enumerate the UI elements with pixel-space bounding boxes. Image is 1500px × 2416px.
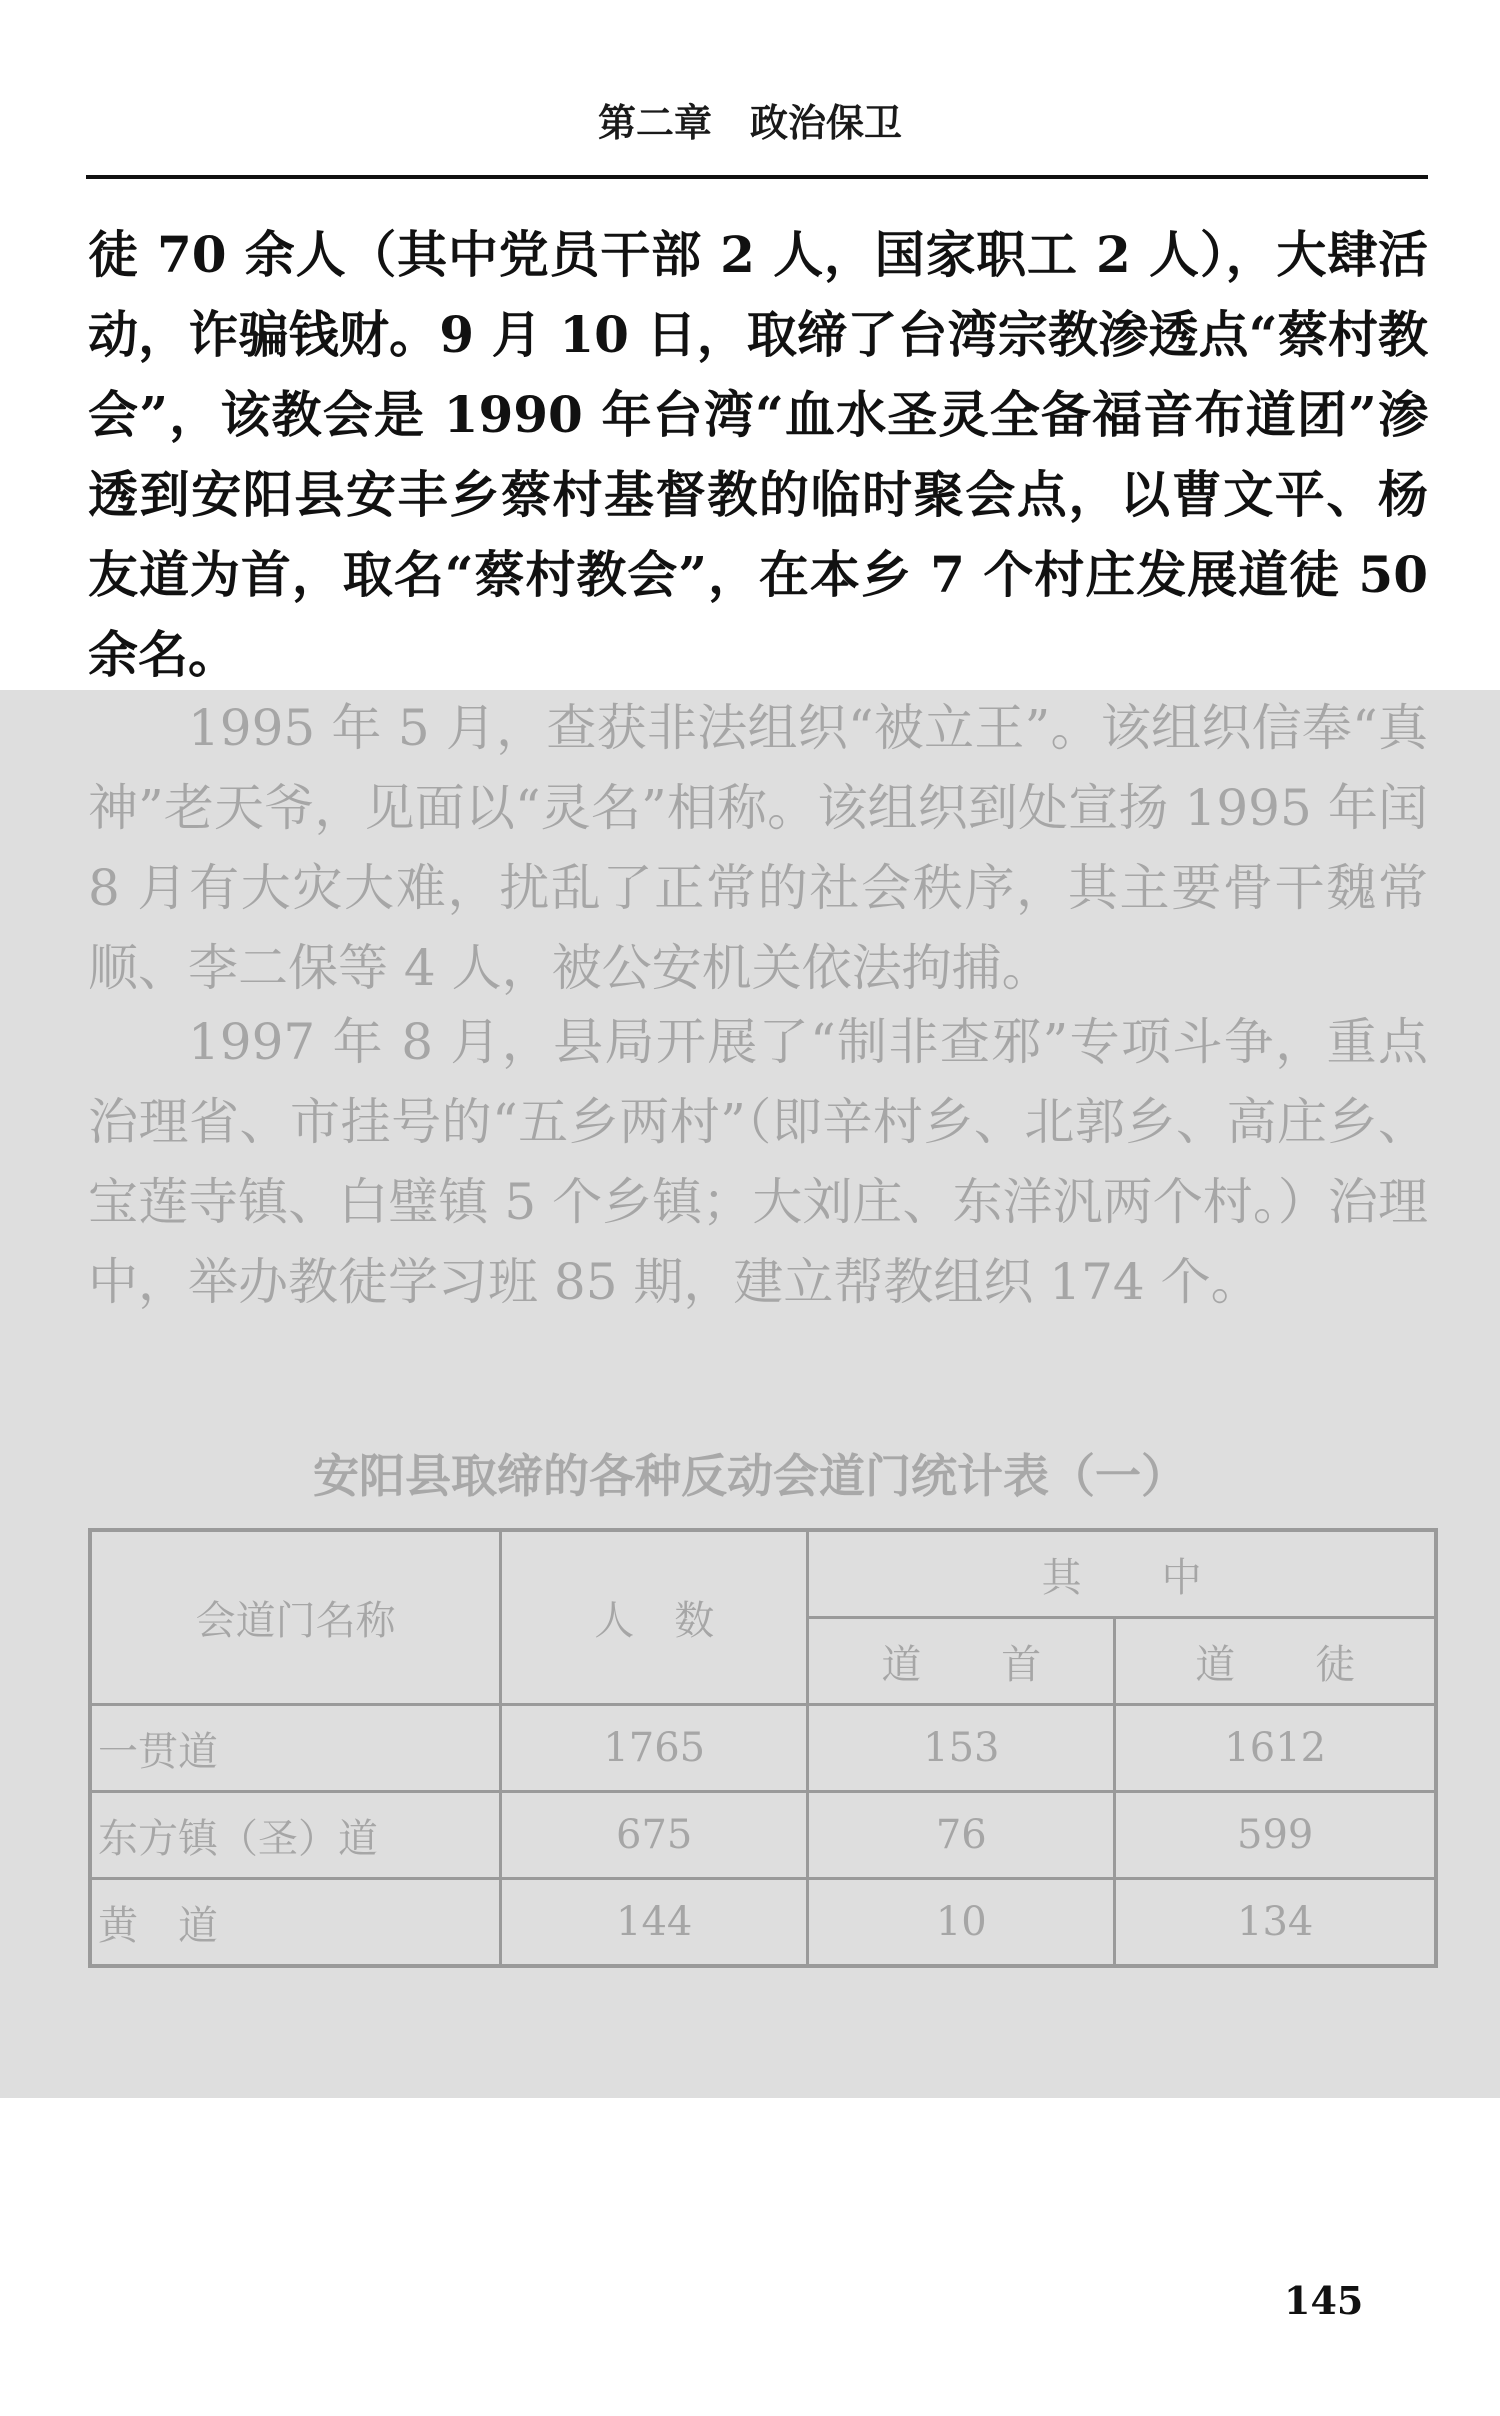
page-number: 145 [1284,2278,1364,2323]
table-row [90,1879,1436,1967]
row-leaders: 10 [808,1879,1115,1967]
paragraph-3: 1997 年 8 月，县局开展了“制非查邪”专项斗争，重点治理省、市挂号的“五乡两村”（即辛村乡、北郭乡、高庄乡、宝莲寺镇、白璧镇 5 个乡镇；大刘庄、东洋汎两个村。）治理中，举办教徒学习班 85 期，建立帮教组织 174 个。 [88,1013,1428,1311]
row-name: 一贯道 [90,1705,501,1792]
paragraph-2: 1995 年 5 月，查获非法组织“被立王”。该组织信奉“真神”老天爷，见面以“灵名”相称。该组织到处宣扬 1995 年闰 8 月有大灾大难，扰乱了正常的社会秩序，其主要骨干魏常顺、李二保等 4 人，被公安机关依法拘捕。 [88,699,1428,997]
header-rule [86,175,1428,179]
header-name: 会道门名称 [90,1530,501,1705]
header-followers: 道 徒 [1115,1618,1436,1705]
row-followers: 599 [1115,1792,1436,1879]
table-title: 安阳县取缔的各种反动会道门统计表（一） [313,1449,1187,1503]
paragraph-1: 徒 70 余人（其中党员干部 2 人，国家职工 2 人），大肆活动，诈骗钱财。9 月 10 日，取缔了台湾宗教渗透点“蔡村教会”，该教会是 1990 年台湾“血水圣灵全备福音布道团”渗透到安阳县安丰乡蔡村基督教的临时聚会点，以曹文平、杨友道为首，取名“蔡村教会”，在本乡 7 个村庄发展道徒 50 余名。 [88,225,1428,684]
row-name: 东方镇（圣）道 [90,1792,501,1879]
table-row [90,1792,1436,1879]
header-leaders: 道 首 [808,1618,1115,1705]
row-followers: 134 [1115,1879,1436,1967]
row-count: 675 [501,1792,808,1879]
row-leaders: 76 [808,1792,1115,1879]
row-count: 144 [501,1879,808,1967]
running-header: 第二章 政治保卫 [597,101,902,145]
header-count: 人 数 [501,1530,808,1705]
table-row [90,1705,1436,1792]
row-count: 1765 [501,1705,808,1792]
row-name: 黄 道 [90,1879,501,1967]
statistics-table [88,1528,1438,1968]
header-group: 其 中 [808,1530,1436,1618]
row-leaders: 153 [808,1705,1115,1792]
row-followers: 1612 [1115,1705,1436,1792]
